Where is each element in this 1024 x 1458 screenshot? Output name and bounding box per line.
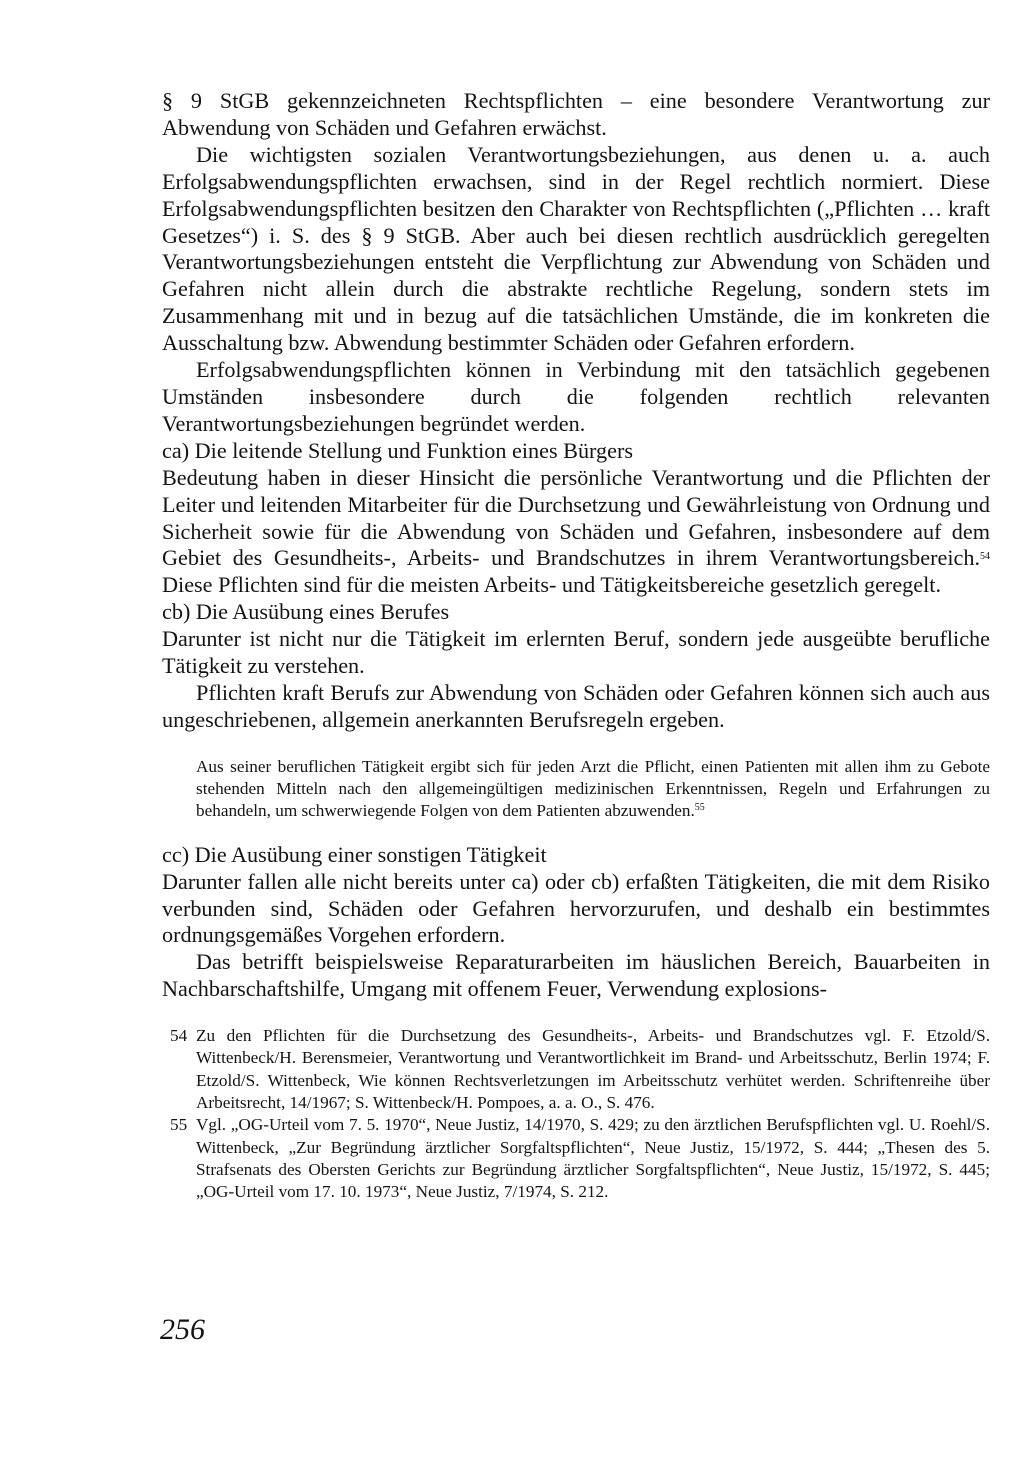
footnote-text: Zu den Pflichten für die Durchsetzung des Gesundheits-, Arbeits- und Brandschutzes vgl. F. Etzold/S. Wittenbeck/H. Berensmeier, Verantwortung und Verantwortlichkeit im Brand- und Arbeitsschutz, Berlin 1974; F. Etzold/S. Wittenbeck, Wie können Rechtsverletzungen im Arbeitsschutz verhütet werden. Schriftenreihe über Arbeitsrecht, 14/1967; S. Wittenbeck/H. Pompoes, a. a. O., S. 476. (196, 1026, 990, 1113)
footnote-text: Vgl. „OG-Urteil vom 7. 5. 1970“, Neue Justiz, 14/1970, S. 429; zu den ärztlichen Berufspflichten vgl. U. Roehl/S. Wittenbeck, „Zur Begründung ärztlicher Sorgfaltspflichten“, Neue Justiz, 15/1972, S. 444; „Thesen des 5. Strafsenats des Obersten Gerichts zur Begründung ärztlicher Sorgfaltspflichten“, Neue Justiz, 15/1972, S. 445; „OG-Urteil vom 17. 10. 1973“, Neue Justiz, 7/1974, S. 212. (196, 1115, 990, 1202)
paragraph-verantwortungsbeziehungen: Die wichtigsten sozialen Verantwortungsbeziehungen, aus denen u. a. auch Erfolgsabwendungspflichten erwachsen, sind in der Regel rechtlich normiert. Diese Erfolgsabwendungspflichten besitzen den Charakter von Rechtspflichten („Pflichten … kraft Gesetzes“) i. S. des § 9 StGB. Aber auch bei diesen rechtlich ausdrücklich geregelten Verantwortungsbeziehungen entsteht die Verpflichtung zur Abwendung von Schäden und Gefahren nicht allein durch die abstrakte rechtliche Regelung, sondern stets im Zusammenhang mit und in bezug auf die tatsächlichen Umstände, die im konkreten die Ausschaltung bzw. Abwendung bestimmter Schäden oder Gefahren erfordern. (162, 141, 990, 356)
paragraph-ca-text-after: Diese Pflichten sind für die meisten Arbeits- und Tätigkeitsbereiche gesetzlich geregelt. (162, 572, 941, 598)
paragraph-continuation: § 9 StGB gekennzeichneten Rechtspflichten – eine besondere Verantwortung zur Abwendung von Schäden und Gefahren erwächst. (162, 88, 990, 140)
section-heading-cb: cb) Die Ausübung eines Berufes (162, 599, 450, 625)
footnote-54 (162, 1025, 990, 1114)
paragraph-cc: Darunter fallen alle nicht bereits unter ca) oder cb) erfaßten Tätigkeiten, die mit dem Risiko verbunden sind, Schäden oder Gefahren hervorzurufen, und deshalb ein bestimmtes ordnungsgemäßes Vorgehen erfordern. (162, 868, 990, 948)
page-number: 256 (160, 1313, 205, 1346)
paragraph-ca-text: Bedeutung haben in dieser Hinsicht die persönliche Verantwortung und die Pflichten der Leiter und leitenden Mitarbeiter für die Durchsetzung und Gewährleistung von Ordnung und Sicherheit sowie für die Abwendung von Schäden und Gefahren, insbesondere auf dem Gebiet des Gesundheits-, Arbeits- und Brandschutzes in ihrem Verantwortungsbereich. (162, 464, 990, 571)
footnote-number: 54 (170, 1026, 188, 1046)
paragraph-berufsregeln: Pflichten kraft Berufs zur Abwendung von Schäden oder Gefahren können sich auch aus ungeschriebenen, allgemein anerkannten Berufsregeln ergeben. (162, 679, 990, 732)
example-block (196, 756, 990, 822)
footnotes (162, 1025, 990, 1203)
footnote-number: 55 (170, 1115, 188, 1135)
footnote-ref-54: 54 (980, 551, 990, 563)
section-heading-ca: ca) Die leitende Stellung und Funktion eines Bürgers (162, 437, 633, 463)
footnote-55 (162, 1114, 990, 1203)
example-text: Aus seiner beruflichen Tätigkeit ergibt sich für jeden Arzt die Pflicht, einen Patienten mit allen ihm zu Gebote stehenden Mitteln nach den allgemeingültigen medizinischen Erkenntnissen, Regeln und Erfahrungen zu behandeln, um schwerwiegende Folgen von dem Patienten abzuwenden. (196, 756, 990, 820)
paragraph-last: Das betrifft beispielsweise Reparaturarbeiten im häuslichen Bereich, Bauarbeiten in Nachbarschaftshilfe, Umgang mit offenem Feuer, Verwendung explosions- (162, 949, 990, 1002)
paragraph-erfolgsabwendungspflichten: Erfolgsabwendungspflichten können in Verbindung mit den tatsächlich gegebenen Umständen insbesondere durch die folgenden rechtlich relevanten Verantwortungsbeziehungen begründet werden. (162, 357, 990, 436)
paragraph-cb: Darunter ist nicht nur die Tätigkeit im erlernten Beruf, sondern jede ausgeübte berufliche Tätigkeit zu verstehen. (162, 626, 990, 679)
section-heading-cc: cc) Die Ausübung einer sonstigen Tätigkeit (162, 841, 547, 867)
footnote-ref-55: 55 (694, 801, 705, 813)
paragraph-ca (162, 465, 990, 600)
page-body (162, 88, 990, 1204)
